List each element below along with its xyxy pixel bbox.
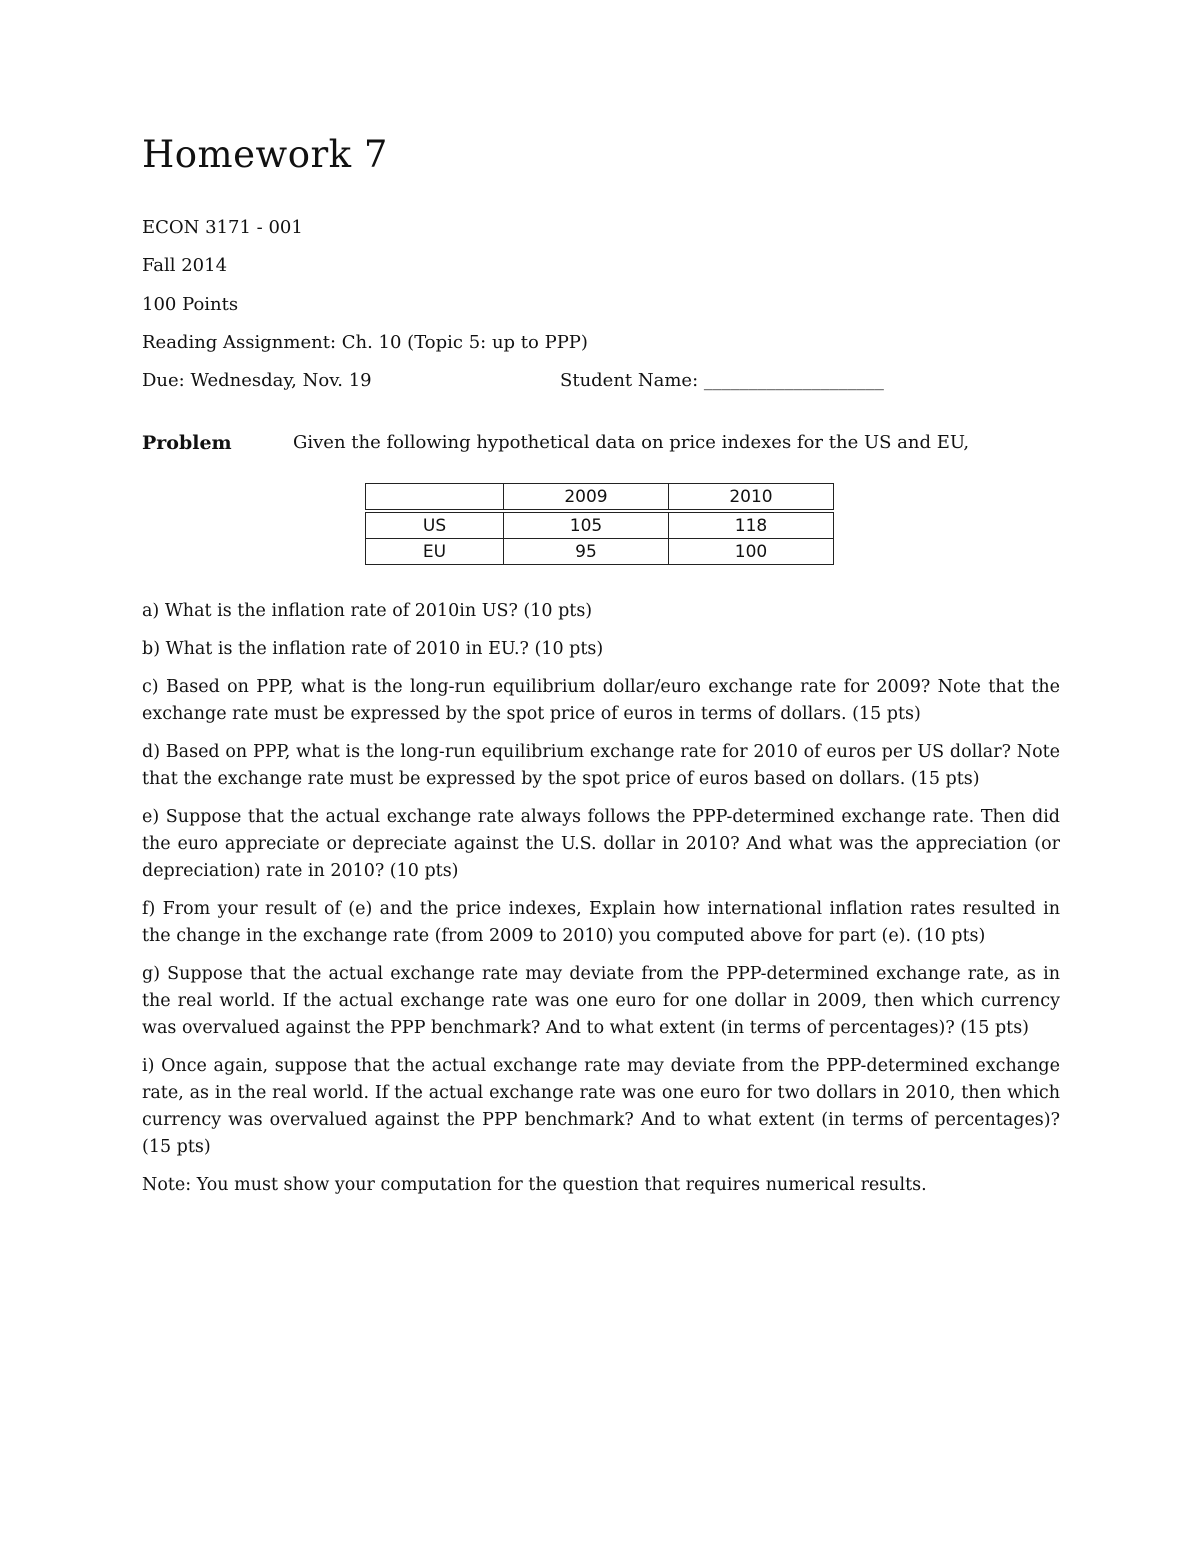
question-i: i) Once again, suppose that the actual exchange rate may deviate from the PPP-determined exchange rate, as in the real world. If the actual exchange rate was one euro for two dollars in 2010, then which currency was overvalued against the PPP benchmark? And to what extent (in terms of percentages)? (15 pts) <box>142 1056 1060 1157</box>
table-cell: EU <box>366 539 504 565</box>
question-list <box>142 598 1060 1210</box>
table-cell: 100 <box>669 539 834 565</box>
question-g: g) Suppose that the actual exchange rate may deviate from the PPP-determined exchange rate, as in the real world. If the actual exchange rate was one euro for one dollar in 2009, then which currency was overvalued against the PPP benchmark? And to what extent (in terms of percentages)? (15 pts) <box>142 964 1060 1038</box>
document-page <box>142 0 1060 1553</box>
problem-label: Problem <box>142 432 232 454</box>
total-points: 100 Points <box>142 294 239 315</box>
table-header-cell: 2010 <box>669 484 834 512</box>
table-cell: US <box>366 511 504 539</box>
question-b: b) What is the inflation rate of 2010 in EU.? (10 pts) <box>142 639 604 659</box>
question-e: e) Suppose that the actual exchange rate always follows the PPP-determined exchange rate. Then did the euro appreciate or depreciate against the U.S. dollar in 2010? And what was the appreciation (or depreciation) rate in 2010? (10 pts) <box>142 807 1060 881</box>
due-date: Due: Wednesday, Nov. 19 <box>142 370 372 391</box>
student-name-field: Student Name: ____________________ <box>560 370 884 391</box>
table-header-cell: 2009 <box>504 484 669 512</box>
page-title: Homework 7 <box>142 133 388 176</box>
reading-assignment: Reading Assignment: Ch. 10 (Topic 5: up to PPP) <box>142 332 588 353</box>
question-a: a) What is the inflation rate of 2010in US? (10 pts) <box>142 601 593 621</box>
question-c: c) Based on PPP, what is the long-run equilibrium dollar/euro exchange rate for 2009? Note that the exchange rate must be expressed by the spot price of euros in terms of dollars. (15 pts) <box>142 677 1060 724</box>
term: Fall 2014 <box>142 255 228 276</box>
question-d: d) Based on PPP, what is the long-run equilibrium exchange rate for 2010 of euros per US dollar? Note that the exchange rate must be expressed by the spot price of euros based on dollars. (15 pts) <box>142 742 1060 789</box>
table-cell: 95 <box>504 539 669 565</box>
table-header-row <box>366 484 834 512</box>
price-index-table <box>365 483 834 565</box>
table-row <box>366 511 834 539</box>
problem-intro: Given the following hypothetical data on price indexes for the US and EU, <box>293 432 970 453</box>
table-cell: 118 <box>669 511 834 539</box>
computation-note: Note: You must show your computation for the question that requires numerical results. <box>142 1175 927 1195</box>
question-f: f) From your result of (e) and the price indexes, Explain how international inflation rates resulted in the change in the exchange rate (from 2009 to 2010) you computed above for part (e). (10 pts) <box>142 899 1060 946</box>
table-row <box>366 539 834 565</box>
course-code: ECON 3171 - 001 <box>142 217 303 238</box>
table-cell: 105 <box>504 511 669 539</box>
table-header-cell <box>366 484 504 512</box>
